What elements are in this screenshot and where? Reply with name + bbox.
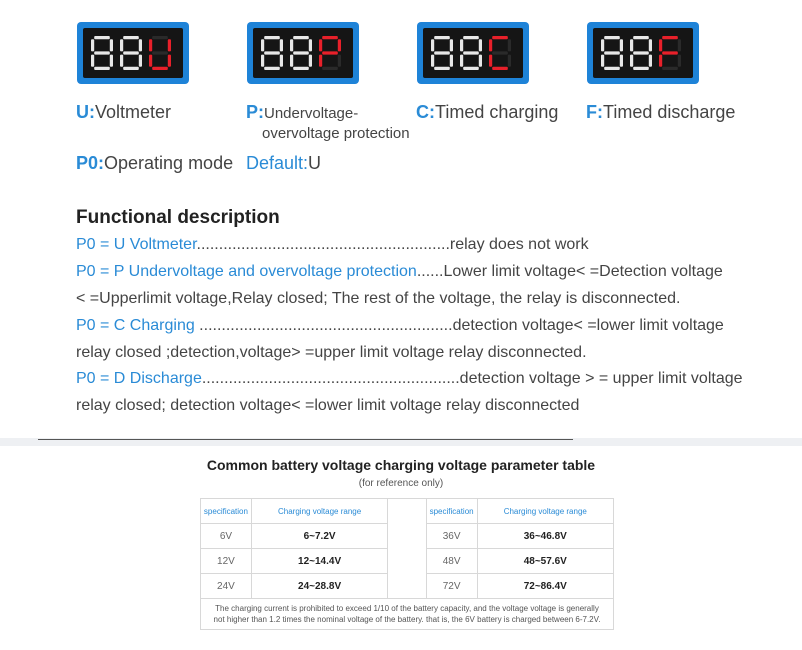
func-line-protection [76, 263, 723, 281]
spec-cell: 48V [426, 549, 477, 574]
table-title: Common battery voltage charging voltage parameter table [206, 457, 596, 473]
segment-f [460, 39, 463, 51]
segment-b [110, 39, 113, 51]
func-mode: P0 = C Charging [76, 317, 195, 334]
mode-text: Voltmeter [95, 102, 172, 122]
segment-b [309, 39, 312, 51]
segment-a [463, 36, 479, 39]
header-range: Charging voltage range [251, 499, 387, 524]
seven-segment-digit [261, 36, 283, 70]
segment-c [678, 55, 681, 67]
segment-e [601, 55, 604, 67]
segment-a [152, 36, 168, 39]
range-cell: 72~86.4V [477, 574, 613, 599]
segment-e [120, 55, 123, 67]
segment-d [604, 67, 620, 70]
seven-segment-digit [91, 36, 113, 70]
default-setting [246, 153, 321, 174]
mode-text: Timed charging [435, 102, 559, 122]
segment-d [264, 67, 280, 70]
func-line-protection-cont [76, 290, 680, 308]
segment-d [434, 67, 450, 70]
segment-b [338, 39, 341, 51]
segment-g [633, 51, 649, 54]
header-range: Charging voltage range [477, 499, 613, 524]
segment-b [508, 39, 511, 51]
segment-g [604, 51, 620, 54]
segment-g [264, 51, 280, 54]
segment-c [479, 55, 482, 67]
mode-label-protection [246, 101, 410, 143]
setting-value: Operating mode [104, 153, 234, 173]
segment-c [139, 55, 142, 67]
note-line: not higher than 1.2 times the nominal voltage of the battery. that is, the 6V battery is charged between 6-7.2V. [213, 615, 601, 624]
segment-c [309, 55, 312, 67]
seven-segment-digit [630, 36, 652, 70]
segment-f [489, 39, 492, 51]
mode-key: F: [586, 102, 603, 122]
mode-label-charging [416, 101, 558, 123]
battery-voltage-table [200, 498, 614, 630]
range-cell: 36~46.8V [477, 524, 613, 549]
setting-key: Default: [246, 153, 309, 173]
spec-cell: 6V [201, 524, 252, 549]
mode-label-discharge [586, 101, 735, 123]
func-text: relay closed ;detection,voltage> =upper limit voltage relay disconnected. [76, 344, 587, 361]
segment-a [264, 36, 280, 39]
func-text: ..........................................................detection voltage > = upper limit voltage [201, 370, 743, 387]
segment-d [152, 67, 168, 70]
seven-segment-digits [247, 22, 359, 84]
segment-c [508, 55, 511, 67]
segment-b [620, 39, 623, 51]
segment-d [123, 67, 139, 70]
segment-b [168, 39, 171, 51]
func-text: .........................................................relay does not work [196, 236, 589, 253]
segment-a [322, 36, 338, 39]
segment-e [630, 55, 633, 67]
func-mode: P0 = U Voltmeter [76, 236, 197, 253]
segment-c [168, 55, 171, 67]
seven-segment-digit [120, 36, 142, 70]
segment-e [290, 55, 293, 67]
mode-key: U: [76, 102, 95, 122]
section-divider-line [38, 439, 573, 440]
segment-b [479, 39, 482, 51]
spec-cell: 12V [201, 549, 252, 574]
segment-f [120, 39, 123, 51]
spec-cell: 24V [201, 574, 252, 599]
segment-g [152, 51, 168, 54]
segment-d [633, 67, 649, 70]
segment-a [293, 36, 309, 39]
segment-a [633, 36, 649, 39]
func-mode: P0 = P Undervoltage and overvoltage protection [76, 263, 417, 280]
mode-letter-digit [319, 36, 341, 70]
mode-letter-digit [489, 36, 511, 70]
segment-f [431, 39, 434, 51]
mode-key: P: [246, 102, 264, 122]
segment-b [139, 39, 142, 51]
segment-e [659, 55, 662, 67]
segment-d [293, 67, 309, 70]
spec-cell: 36V [426, 524, 477, 549]
func-text: < =Upperlimit voltage,Relay closed; The rest of the voltage, the relay is disconnected. [76, 290, 681, 307]
seven-segment-digit [601, 36, 623, 70]
segment-e [319, 55, 322, 67]
segment-e [149, 55, 152, 67]
segment-e [431, 55, 434, 67]
segment-c [280, 55, 283, 67]
segment-e [91, 55, 94, 67]
seven-segment-digits [417, 22, 529, 84]
led-display-discharge [587, 22, 699, 84]
segment-a [434, 36, 450, 39]
segment-f [630, 39, 633, 51]
functional-description-heading: Functional description [76, 207, 280, 228]
segment-g [123, 51, 139, 54]
segment-e [460, 55, 463, 67]
mode-text: Undervoltage- [264, 105, 359, 122]
segment-d [463, 67, 479, 70]
segment-d [322, 67, 338, 70]
segment-g [322, 51, 338, 54]
table-note-row [201, 599, 614, 630]
segment-e [489, 55, 492, 67]
seven-segment-digits [587, 22, 699, 84]
segment-f [659, 39, 662, 51]
mode-subtext: overvoltage protection [262, 125, 410, 142]
segment-a [123, 36, 139, 39]
segment-c [450, 55, 453, 67]
segment-b [280, 39, 283, 51]
segment-g [94, 51, 110, 54]
func-text: .........................................................detection voltage< =lower limit voltage [194, 317, 724, 334]
range-cell: 12~14.4V [251, 549, 387, 574]
setting-key: P0: [76, 153, 105, 173]
func-mode: P0 = D Discharge [76, 370, 202, 387]
func-line-charging [76, 317, 724, 335]
segment-a [94, 36, 110, 39]
header-spec: specification [201, 499, 252, 524]
setting-value: U [308, 153, 322, 173]
mode-letter-digit [659, 36, 681, 70]
mode-key: C: [416, 102, 435, 122]
segment-b [649, 39, 652, 51]
func-line-charging-cont [76, 344, 587, 362]
table-header-row [201, 499, 614, 524]
led-display-charging [417, 22, 529, 84]
func-text: relay closed; detection voltage< =lower limit voltage relay disconnected [76, 397, 580, 414]
segment-e [261, 55, 264, 67]
table-gap [388, 499, 426, 599]
range-cell: 24~28.8V [251, 574, 387, 599]
segment-g [662, 51, 678, 54]
mode-label-voltmeter [76, 101, 171, 123]
table-subtitle: (for reference only) [358, 478, 444, 489]
spec-cell: 72V [426, 574, 477, 599]
segment-a [492, 36, 508, 39]
func-text: ......Lower limit voltage< =Detection voltage [416, 263, 723, 280]
segment-d [662, 67, 678, 70]
segment-f [149, 39, 152, 51]
segment-g [293, 51, 309, 54]
func-line-discharge-cont [76, 397, 579, 415]
mode-letter-digit [149, 36, 171, 70]
segment-g [463, 51, 479, 54]
segment-c [338, 55, 341, 67]
header-spec: specification [426, 499, 477, 524]
segment-c [620, 55, 623, 67]
segment-f [261, 39, 264, 51]
range-cell: 48~57.6V [477, 549, 613, 574]
seven-segment-digit [460, 36, 482, 70]
segment-b [678, 39, 681, 51]
led-display-protection [247, 22, 359, 84]
segment-g [434, 51, 450, 54]
mode-text: Timed discharge [603, 102, 736, 122]
segment-b [450, 39, 453, 51]
func-line-discharge [76, 370, 743, 388]
segment-d [492, 67, 508, 70]
segment-a [604, 36, 620, 39]
segment-f [91, 39, 94, 51]
led-display-voltmeter [77, 22, 189, 84]
segment-g [492, 51, 508, 54]
operating-mode-setting [76, 153, 233, 174]
note-line: The charging current is prohibited to exceed 1/10 of the battery capacity, and the voltage voltage is generally [215, 604, 599, 613]
func-line-voltmeter [76, 236, 589, 254]
segment-a [662, 36, 678, 39]
table-note [201, 599, 614, 630]
seven-segment-digits [77, 22, 189, 84]
seven-segment-digit [431, 36, 453, 70]
segment-c [649, 55, 652, 67]
segment-c [110, 55, 113, 67]
segment-f [319, 39, 322, 51]
segment-f [290, 39, 293, 51]
segment-d [94, 67, 110, 70]
segment-f [601, 39, 604, 51]
seven-segment-digit [290, 36, 312, 70]
range-cell: 6~7.2V [251, 524, 387, 549]
